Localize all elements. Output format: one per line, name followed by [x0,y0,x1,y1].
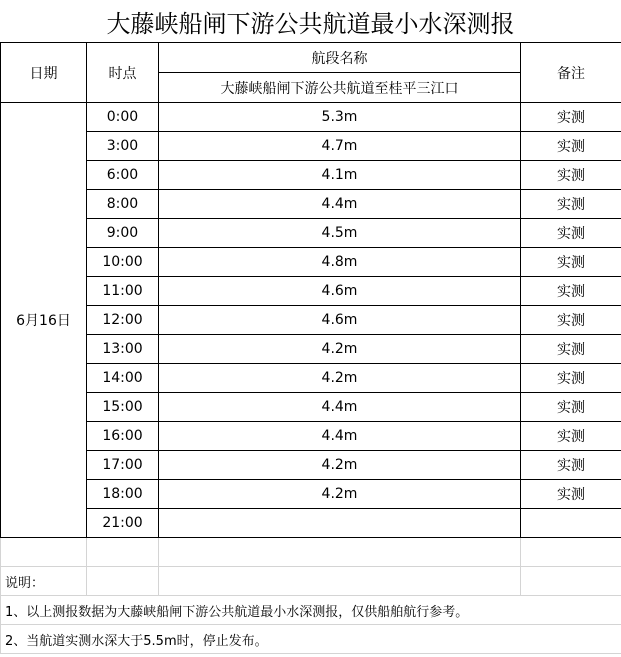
blank-cell [87,567,159,596]
blank-cell [159,567,521,596]
depth-cell: 4.2m [159,451,521,480]
table-row [1,509,621,538]
blank-cell [521,538,621,567]
time-cell: 9:00 [87,219,159,248]
remark-cell: 实测 [521,132,621,161]
time-cell: 16:00 [87,422,159,451]
depth-cell: 4.2m [159,335,521,364]
header-segment-label: 航段名称 [159,43,521,73]
table-row [1,103,621,132]
depth-cell: 4.4m [159,190,521,219]
table-row [1,335,621,364]
depth-cell: 4.2m [159,480,521,509]
time-cell: 3:00 [87,132,159,161]
table-row [1,190,621,219]
table-row [1,219,621,248]
note-item: 1、以上测报数据为大藤峡船闸下游公共航道最小水深测报，仅供船舶航行参考。 [1,596,621,625]
table-row [1,480,621,509]
time-cell: 17:00 [87,451,159,480]
remark-cell: 实测 [521,161,621,190]
depth-cell: 4.5m [159,219,521,248]
date-cell: 6月16日 [1,103,87,538]
time-cell: 21:00 [87,509,159,538]
depth-cell: 4.8m [159,248,521,277]
depth-cell: 4.1m [159,161,521,190]
remark-cell [521,509,621,538]
remark-cell: 实测 [521,248,621,277]
remark-cell: 实测 [521,393,621,422]
depth-cell: 4.7m [159,132,521,161]
table-row [1,248,621,277]
depth-cell: 5.3m [159,103,521,132]
blank-row [1,538,621,567]
header-segment-name: 大藤峡船闸下游公共航道至桂平三江口 [159,73,521,103]
remark-cell: 实测 [521,306,621,335]
notes-heading: 说明： [1,567,87,596]
notes-heading-row [1,567,621,596]
blank-cell [159,538,521,567]
blank-cell [1,538,87,567]
time-cell: 10:00 [87,248,159,277]
table-row [1,451,621,480]
time-cell: 0:00 [87,103,159,132]
depth-cell: 4.2m [159,364,521,393]
table-row [1,277,621,306]
remark-cell: 实测 [521,422,621,451]
note-item: 2、当航道实测水深大于5.5m时，停止发布。 [1,625,621,654]
remark-cell: 实测 [521,335,621,364]
time-cell: 13:00 [87,335,159,364]
remark-cell: 实测 [521,451,621,480]
time-cell: 15:00 [87,393,159,422]
depth-cell: 4.4m [159,393,521,422]
table-row [1,393,621,422]
time-cell: 14:00 [87,364,159,393]
table-row [1,364,621,393]
blank-cell [87,538,159,567]
report-title: 大藤峡船闸下游公共航道最小水深测报 [106,9,515,38]
table-row [1,422,621,451]
time-cell: 6:00 [87,161,159,190]
table-row [1,306,621,335]
header-remark: 备注 [521,43,621,103]
header-date: 日期 [1,43,87,103]
table-row [1,161,621,190]
remark-cell: 实测 [521,277,621,306]
depth-cell: 4.4m [159,422,521,451]
remark-cell: 实测 [521,480,621,509]
blank-cell [521,567,621,596]
note-row [1,596,621,625]
header-time: 时点 [87,43,159,103]
remark-cell: 实测 [521,103,621,132]
depth-cell [159,509,521,538]
water-depth-table [0,42,621,654]
note-row [1,625,621,654]
depth-cell: 4.6m [159,306,521,335]
time-cell: 11:00 [87,277,159,306]
table-row [1,132,621,161]
time-cell: 12:00 [87,306,159,335]
time-cell: 8:00 [87,190,159,219]
remark-cell: 实测 [521,219,621,248]
remark-cell: 实测 [521,364,621,393]
time-cell: 18:00 [87,480,159,509]
remark-cell: 实测 [521,190,621,219]
depth-cell: 4.6m [159,277,521,306]
